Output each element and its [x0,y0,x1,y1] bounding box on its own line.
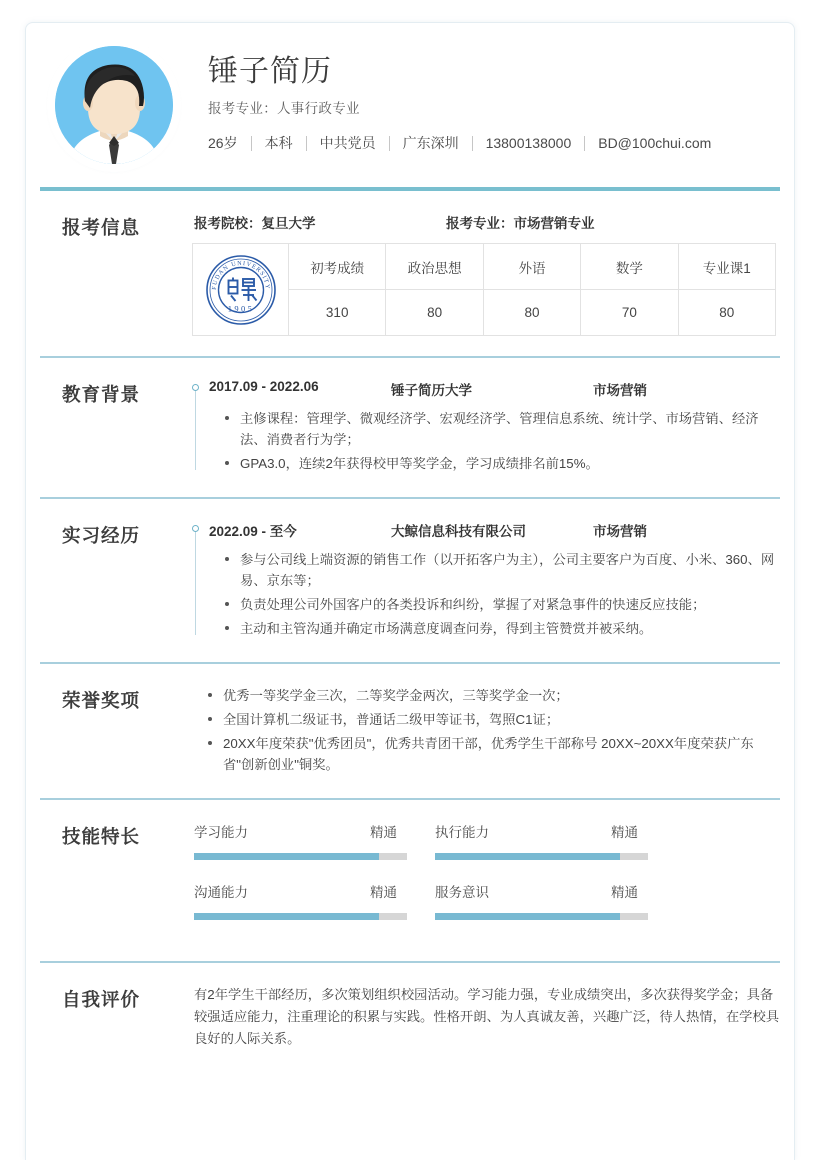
meta-degree: 本科 [264,135,293,151]
meta-separator [472,136,473,151]
skill-progress-bar [194,853,407,860]
education-entry-heading [209,379,780,399]
score-value-cell: 310 [289,290,386,336]
skill-level: 精通 [611,885,638,900]
skill-progress-fill [435,853,620,860]
skill-level: 精通 [611,825,638,840]
meta-email: BD@100chui.com [598,135,712,151]
skill-progress-fill [435,913,620,920]
section-title-self-evaluation: 自我评价 [62,989,141,1010]
table-row [193,244,776,290]
section-title-education: 教育背景 [62,384,141,405]
svg-text:1905: 1905 [227,303,254,313]
timeline-dot-icon [192,525,199,532]
skill-item [435,881,648,920]
internship-entry-heading [209,520,780,540]
meta-separator [306,136,307,151]
skill-progress-bar [435,913,648,920]
skill-level: 精通 [370,885,397,900]
applied-major-subtitle: 报考专业：人事行政专业 [208,101,360,116]
section-title-skills: 技能特长 [62,826,141,847]
meta-separator [584,136,585,151]
avatar [51,42,177,168]
list-item: GPA3.0，连续2年获得校甲等奖学金，学习成绩排名前15%。 [225,453,780,474]
section-title-internship: 实习经历 [62,525,141,546]
skill-progress-fill [194,913,379,920]
skill-level: 精通 [370,825,397,840]
list-item: 负责处理公司外国客户的各类投诉和纠纷，掌握了对紧急事件的快速反应技能； [225,594,780,615]
internship-bullet-list [209,549,780,639]
skill-progress-bar [435,853,648,860]
skill-label: 执行能力 [435,825,489,840]
skill-item [435,821,648,860]
section-education [26,358,794,497]
list-item: 优秀一等奖学金三次，二等奖学金两次，三等奖学金一次； [208,685,780,706]
applied-school: 报考院校：复旦大学 [194,216,316,231]
section-self-evaluation [26,963,794,1070]
skill-item [194,881,407,920]
meta-political-status: 中共党员 [319,135,376,151]
contact-meta-line [208,133,711,153]
skill-label: 服务意识 [435,885,489,900]
list-item: 主修课程：管理学、微观经济学、宏观经济学、管理信息系统、统计学、市场营销、经济法、消费者行为学； [225,408,780,450]
score-value-cell: 80 [483,290,580,336]
meta-location: 广东深圳 [402,135,459,151]
education-major: 市场营销 [593,383,647,398]
internship-timeline-entry [192,520,780,639]
section-title-honors: 荣誉奖项 [62,690,141,711]
applied-major: 报考专业：市场营销专业 [446,216,595,231]
section-apply-info [26,191,794,356]
section-internship [26,499,794,662]
avatar-illustration [55,46,173,164]
apply-info-heading-row [192,212,780,232]
person-avatar-icon [55,46,173,164]
section-skills [26,800,794,961]
skills-grid [192,821,780,941]
skill-progress-bar [194,913,407,920]
page-title: 锤子简历 [208,55,332,88]
score-value-cell: 70 [581,290,678,336]
list-item: 主动和主管沟通并确定市场满意度调查问券，得到主管赞赏并被采纳。 [225,618,780,639]
score-header-cell: 政治思想 [386,244,483,290]
section-title-apply-info: 报考信息 [62,217,141,238]
score-header-cell: 数学 [581,244,678,290]
honors-bullet-list [192,685,780,775]
skill-item [194,821,407,860]
education-bullet-list [209,408,780,474]
meta-phone: 13800138000 [485,135,572,151]
resume-header [26,23,794,187]
internship-company: 大鲸信息科技有限公司 [391,524,526,539]
meta-separator [251,136,252,151]
svg-text:FUDAN UNIVERSITY: FUDAN UNIVERSITY [210,259,271,290]
list-item: 参与公司线上端资源的销售工作（以开拓客户为主），公司主要客户为百度、小米、360、网易、京东等； [225,549,780,591]
score-value-cell: 80 [386,290,483,336]
skill-label: 沟通能力 [194,885,248,900]
education-period: 2017.09 - 2022.06 [209,379,319,394]
list-item: 全国计算机二级证书，普通话二级甲等证书，驾照C1证； [208,709,780,730]
score-header-cell: 初考成绩 [289,244,386,290]
self-evaluation-text: 有2年学生干部经历，多次策划组织校园活动。学习能力强，专业成绩突出，多次获得奖学金；具备较强适应能力，注重理论的积累与实践。性格开朗、为人真诚友善，兴趣广泛，待人热情，在学校具良好的人际关系。 [194,987,780,1046]
timeline-dot-icon [192,384,199,391]
education-school: 锤子简历大学 [391,383,472,398]
skill-label: 学习能力 [194,825,248,840]
skill-progress-fill [194,853,379,860]
education-timeline-entry [192,379,780,474]
section-honors [26,664,794,798]
score-header-cell: 专业课1 [678,244,775,290]
score-value-cell: 80 [678,290,775,336]
resume-page [25,22,795,1160]
meta-age: 26岁 [208,135,238,151]
internship-period: 2022.09 - 至今 [209,524,297,539]
header-text-block [208,53,711,157]
list-item: 20XX年度荣获"优秀团员"，优秀共青团干部，优秀学生干部称号 20XX~20XX年度荣获广东省"创新创业"铜奖。 [208,733,780,775]
score-table [192,243,776,336]
internship-role: 市场营销 [593,524,647,539]
fudan-university-seal-icon [204,253,278,327]
score-header-cell: 外语 [483,244,580,290]
university-logo-cell [193,244,289,336]
meta-separator [389,136,390,151]
